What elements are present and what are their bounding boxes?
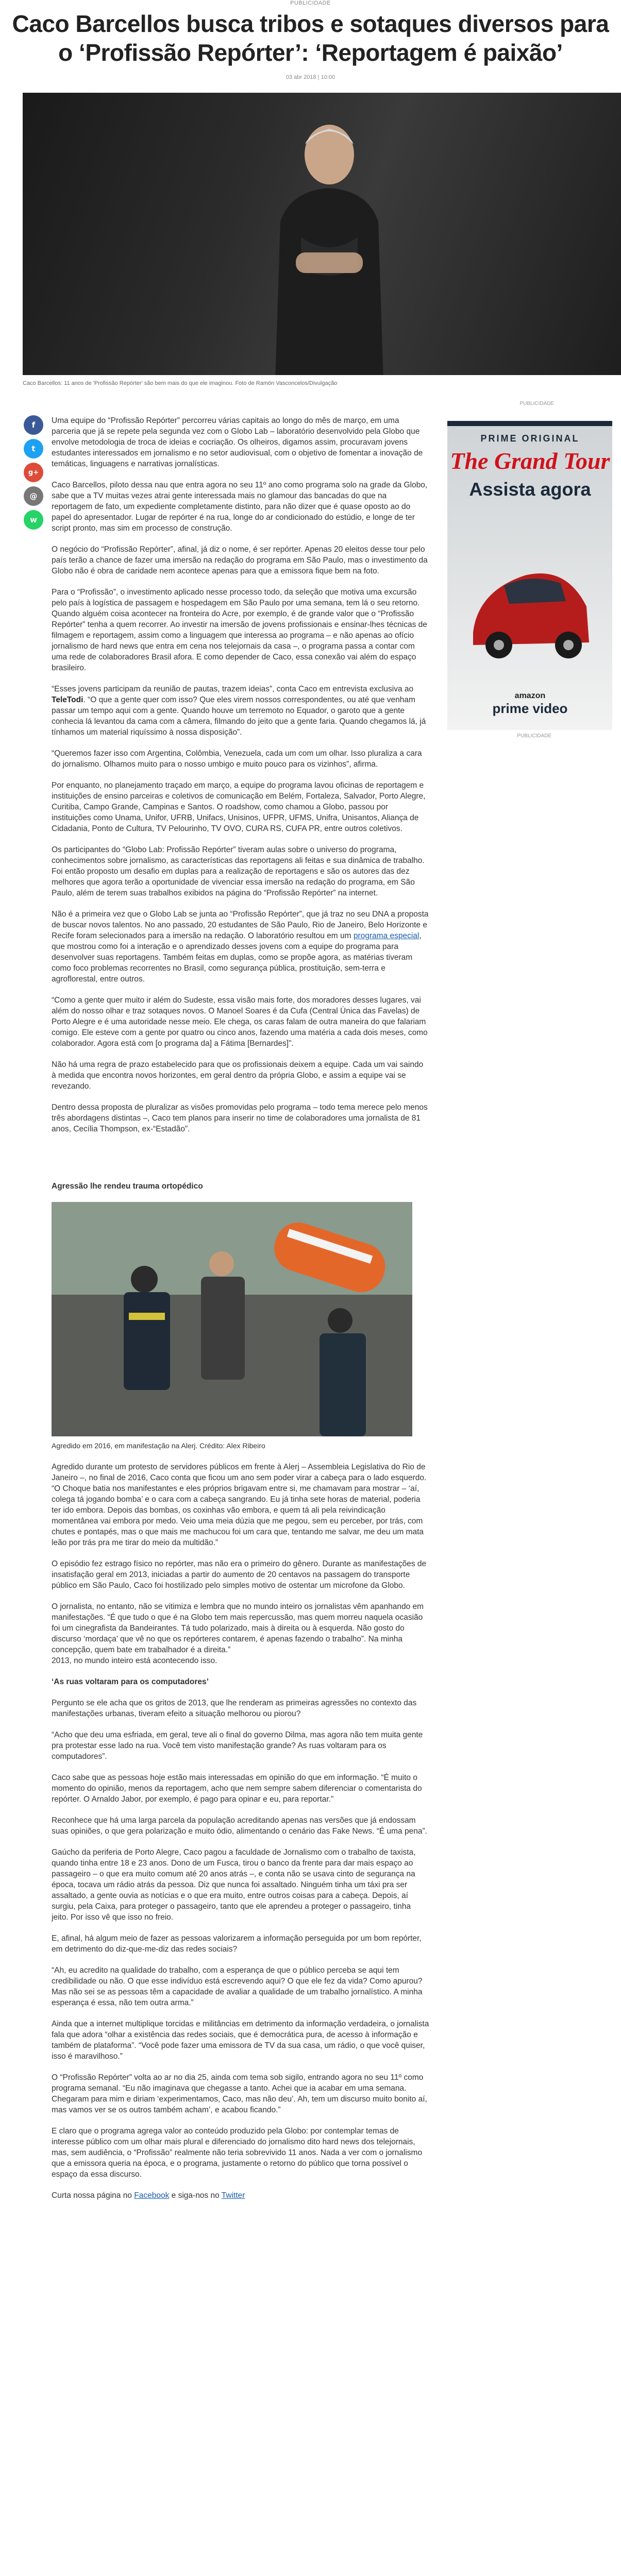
whatsapp-share-button[interactable]: w — [24, 510, 43, 530]
paragraph: Por enquanto, no planejamento traçado em março, a equipe do programa lavou oficinas de reportagem e instituições de ensino parceiras e coletivos de comunicação em Belém, Fortaleza, Salvador, Porto Alegre, Curitiba, Campo Grande, Campinas e Santos. O roadshow, como chamou a Globo, passou por instituições como Unama, Unifor, UFRB, Unifacs, Unisinos, UFPR, UFMS, Unifra, Unisantos, Aliança de Cidadania, Ponto de Cultura, TV Pelourinho, TV OVO, CURA RS, CUFA PR, entre outros coletivos. — [52, 781, 426, 833]
paragraph: Pergunto se ele acha que os gritos de 2013, que lhe renderam as primeiras agressões no contexto das manifestações urbanas, tiveram efeito a situação melhorou ou piorou? — [52, 1699, 417, 1718]
publish-date: 03 abr 2018 | 10:00 — [286, 74, 335, 80]
paragraph: Caco sabe que as pessoas hoje estão mais interessadas em opinião do que em informação. “É muito o momento do opinião, menos da reportagem, acho que nem sempre sabem diferenciar o comentarista do repórter. O Arnaldo Jabor, por exemplo, é pago para opinar e eu, para reportar.” — [52, 1773, 422, 1804]
ad-line-3: Assista agora — [469, 479, 591, 500]
ad-line-1: PRIME ORIGINAL — [480, 433, 580, 444]
paragraph: Agredido durante um protesto de servidores públicos em frente à Alerj – Assembleia Legislativa do Rio de Janeiro –, no final de 2016, Caco conta que ficou um ano sem poder virar a cabeça para o lado esquerdo. “O Choque batia nos manifestantes e eles próprios brigavam entre si, me chamavam para mostrar – ‘aí, colega tá jogando bomba’ e o cara com a cabeça sangrando. Eu já tinha sete horas de material, poderia ter ido embora. Depois das bombas, os coxinhas vão embora, e quem tá ali pela reivindicação momentânea vai embora por medo. Veio uma meia dúzia que me pegou, sem eu perceber, por trás, com chutes e pontapés, mas o que mais me machucou foi um cara que, tentando me salvar, me deu um mata leão por trás pra me tirar do meio da multidão.” — [52, 1463, 427, 1547]
ad-line-2: The Grand Tour — [450, 448, 610, 474]
paragraph: Gaúcho da periferia de Porto Alegre, Caco pagou a faculdade de Jornalismo com o trabalho de taxista, quando tinha entre 18 e 23 anos. Dono de um Fusca, tirou o banco da frente para dar mais espaço ao passageiro – o que era muito comum até 20 anos atrás –, e conta não se usava cinto de segurança na época, tocava um rádio atrás da pessoa. Diz que nunca foi assaltado. Ninguém tinha um táxi pra ser assaltado, a gente ouvia as notícias e o que era muito, entre outros coisas para a cabeça. Depois, aí surgiu, pela Caixa, para proteger o passageiro, tanto que ele aprendeu a proteger o passageiro, tinha jeito. Por isso vê que isso no freio. — [52, 1848, 416, 1922]
advertisement[interactable] — [447, 421, 612, 730]
paragraph: Ainda que a internet multiplique torcidas e militâncias em detrimento da informação verdadeira, o jornalista fala que adora “olhar a existência das redes sociais, que é democrática pura, de acesso à informação e também de plataforma”. “Você pode fazer uma emissora de TV da sua casa, um rádio, o que você quiser, isso é maravilhoso.” — [52, 2020, 429, 2061]
text: e siga-nos no — [169, 2191, 222, 2200]
paragraph: Não há uma regra de prazo estabelecido para que os profissionais deixem a equipe. Cada um vai saindo à medida que encontra novos horizontes, em geral dentro da própria Globo, e assim a equipe vai se revezando. — [52, 1060, 424, 1091]
facebook-share-button[interactable]: f — [24, 415, 43, 435]
email-share-button[interactable]: @ — [24, 486, 43, 506]
ad-brand-line-2: prime video — [492, 701, 568, 716]
text: , que mostrou como foi a interação e o aprendizado desses jovens com a equipe do programa para desenvolver suas reportagens. Também feitas em duplas, como se propõe agora, as matérias tiveram como foco problemas recorrentes no Brasil, como segurança pública, prostituição, sem-terra e agroflorestal, entre outros. — [52, 931, 422, 984]
paragraph: Os participantes do “Globo Lab: Profissão Repórter” tiveram aulas sobre o universo do programa, conhecimentos sobre jornalismo, as características das reportagens ali feitas e sua dinâmica de trabalho. Foi então proposto um desafio em duplas para a realização de reportagens e são os autores das dez melhores que agora terão a oportunidade de vivenciar essa imersão na redação do programa, em São Paulo, além de terem suas trabalhos exibidos na página do “Profissão Repórter” na internet. — [52, 845, 425, 897]
paragraph: O jornalista, no entanto, não se vitimiza e lembra que no mundo inteiro os jornalistas vêm apanhando em manifestações. “É que tudo o que é na Globo tem mais repercussão, mas quem morreu naquela ocasião foi um cinegrafista da Bandeirantes. Tá tudo polarizado, mais à direita ou à esquerda. Não gosto do discurso ‘mordaça’ que vê no que os repórteres contarem, é apenas fazendo o trabalho”. Na minha concepção, quem bate em trabalhador é a direita.” — [52, 1602, 424, 1654]
paragraph — [52, 684, 429, 738]
paragraph: Uma equipe do “Profissão Repórter” percorreu várias capitais ao longo do mês de março, em uma parceria que já se repete pela segunda vez com o Globo Lab – laboratório desenvolvido pela Globo que envolve metodologia de troca de ideias e cocriação. Os olheiros, digamos assim, procuravam jovens estudantes interessados em jornalismo e no setor audiovisual, com o objetivo de fomentar a inovação de temáticas, linguagens e narrativas jornalísticas. — [52, 416, 423, 468]
paragraph: 2013, no mundo inteiro está acontecendo isso. — [52, 1656, 217, 1665]
paragraph — [52, 909, 429, 985]
photo-caption: Agredido em 2016, em manifestação na Alerj. Crédito: Alex Ribeiro — [52, 1442, 265, 1450]
paragraph: “Como a gente quer muito ir além do Sudeste, essa visão mais forte, dos moradores desses lugares, vai além do nosso olhar e traz sotaques novos. O Manoel Soares é da Cufa (Central Única das Favelas) de Porto Alegre e é uma autoridade nesse meio. Ele chega, os caras falam de outra maneira do que falariam comigo. Ele esteve com a gente por quatro ou cinco anos, fazendo uma matéria a cada dois meses, como colaborador. Agora está com [o programa da] a Fátima [Bernardes]”. — [52, 996, 428, 1048]
paragraph: Dentro dessa proposta de pluralizar as visões promovidas pelo programa – todo tema merece pelo menos três abordagens distintas –, Caco tem planos para inserir no time de colaboradores uma jornalista de 81 anos, Cecília Thompson, ex-“Estadão”. — [52, 1103, 428, 1133]
hero-image — [23, 93, 621, 375]
twitter-share-button[interactable]: t — [24, 439, 43, 459]
text: . “O que a gente quer com isso? Que eles virem nossos correspondentes, ou até que venham passar um tempo aqui com a gente. Quando houve um terremoto no Equador, o garoto que a gente conhecia lá levantou da cama com a câmera, filmando do jeito que a gente faria. Quando chegamos lá, já tínhamos um material riquíssimo à nossa disposição”. — [52, 696, 426, 737]
text: Curta nossa página no — [52, 2191, 135, 2200]
kicker: PUBLICIDADE — [290, 0, 331, 6]
paragraph: E claro que o programa agrega valor ao conteúdo produzido pela Globo: por contemplar temas de interesse público com um olhar mais plural e diferenciado do jornalismo dito hard news dos telejornais, mas, sem audiência, o “Profissão” realmente não teria sobrevivido 11 anos. Nada a ver com o jornalismo que a emissora queria na época, e o programa, justamente o retorno do público que torna possível o espaço da essa discurso. — [52, 2127, 423, 2179]
twitter-link[interactable]: Twitter — [221, 2191, 245, 2200]
social-follow-line — [52, 2190, 429, 2201]
paragraph: E, afinal, há algum meio de fazer as pessoas valorizarem a informação perseguida por um bom repórter, em detrimento do diz-que-me-diz das redes sociais? — [52, 1934, 422, 1954]
share-bar — [0, 415, 39, 2211]
facebook-link[interactable]: Facebook — [134, 2191, 170, 2200]
paragraph: O episódio fez estrago físico no repórter, mas não era o primeiro do gênero. Durante as manifestações de insatisfação geral em 2013, iniciadas a partir do aumento de 20 centavos na passagem do transporte público em São Paulo, Caco foi hostilizado pelo simples motivo de ostentar um microfone da Globo. — [52, 1560, 427, 1590]
text: “Esses jovens participam da reunião de pautas, trazem ideias”, conta Caco em entrevista exclusiva ao — [52, 685, 414, 693]
page-title: Caco Barcellos busca tribos e sotaques diversos para o ‘Profissão Repórter’: ‘Reportagem é paixão’ — [12, 10, 609, 66]
paragraph: “Ah, eu acredito na qualidade do trabalho, com a esperança de que o público perceba se aqui tem credibilidade ou não. O que esse indivíduo está escrevendo aqui? O que ele fez da vida? Como apurou? Mas não sei se as pessoas têm a capacidade de avaliar a qualidade de um trabalho jornalístico. A minha esperança é essa, não tem outra arma.” — [52, 1966, 423, 2007]
sidebar — [447, 401, 621, 2211]
paragraph: Reconhece que há uma larga parcela da população acreditando apenas nas versões que já endossam suas opiniões, o que gera polarização e muito ódio, alimentando o cenário das Fake News. “É uma pena”. — [52, 1816, 427, 1836]
paragraph: “Acho que deu uma esfriada, em geral, teve ali o final do governo Dilma, mas agora não tem muita gente pra protestar esse lado na rua. Você tem visto manifestação grande? As ruas voltaram para os computadores”. — [52, 1731, 423, 1761]
ad-top-bar — [447, 421, 612, 426]
car-illustration — [463, 545, 597, 663]
text: Não é a primeira vez que o Globo Lab se junta ao “Profissão Repórter”, que já traz no seu DNA a proposta de buscar novos talentos. No ano passado, 20 estudantes de São Paulo, Rio de Janeiro, Belo Horizonte e Recife foram selecionados para a imersão na redação. O laboratório resultou em um — [52, 910, 429, 940]
ad-label-bottom: PUBLICIDADE — [517, 733, 552, 739]
ad-brand-line-1: amazon — [514, 691, 546, 700]
ad-label: PUBLICIDADE — [519, 401, 555, 406]
section-heading: Agressão lhe rendeu trauma ortopédico — [52, 1182, 203, 1191]
brand-name: TeleTodi — [52, 696, 83, 704]
protest-photo-illustration — [52, 1202, 412, 1436]
hero-person-illustration — [265, 113, 394, 375]
paragraph: “Queremos fazer isso com Argentina, Colômbia, Venezuela, cada um com um olhar. Isso pluraliza a cara do jornalismo. Olhamos muito para o nosso umbigo e muito pouco para os vizinhos”, afirma. — [52, 749, 422, 769]
paragraph: Para o “Profissão”, o investimento aplicado nesse processo todo, da seleção que motiva uma excursão pelo país à logística de passagem e hospedagem em São Paulo por uma semana, tem lá o seu retorno. Quando alguém coisa acontecer na fronteira do Acre, por exemplo, é de grande valor que o “Profissão Repórter” tenha a quem recorrer. Ao investir na imersão de jovens profissionais e ensinar-lhes técnicas de filmagem e reportagem, assim como a linguagem que interessa ao programa – e não apenas ao ofício jornalismo de hard news que entra em cena nos telejornais da casa –, o programa passa a contar com uma rede de colaboradores Brasil afora. E como depender de Caco, essa conexão vai além do espaço brasileiro. — [52, 588, 427, 672]
paragraph: Caco Barcellos, piloto dessa nau que entra agora no seu 11º ano como programa solo na grade da Globo, sabe que a TV muitas vezes atrai gente interessada mais no glamour das bancadas do que na reportagem de fato, um expediente completamente distinto, para não dizer que é quase oposto ao do papel do apresentador. Lugar de repórter é na rua, longe do ar condicionado do estúdio, e longe de ter script pronto, mas sim em processo de construção. — [52, 481, 428, 533]
section-heading: ‘As ruas voltaram para os computadores’ — [52, 1677, 209, 1686]
article-body — [52, 415, 429, 2211]
programa-especial-link[interactable]: programa especial — [353, 931, 419, 940]
hero-caption: Caco Barcellos: 11 anos de 'Profissão Repórter' são bem mais do que ele imaginou. Foto de Ramón Vasconcelos/Divulgação — [23, 380, 338, 386]
protest-photo — [52, 1202, 412, 1436]
ad-brand — [447, 691, 612, 717]
paragraph: O “Profissão Repórter” volta ao ar no dia 25, ainda com tema sob sigilo, entrando agora no seu 11º como programa semanal. “Eu não imaginava que chegasse a tanto. Achei que ia acabar em uma semana. Chegaram para mim e diriam ‘experimentamos, Caco, mas não deu’. Ah, tem um discurso muito bonito aí, mas vamos ver se os outros também acham’, e acabou ficando.” — [52, 2073, 427, 2114]
paragraph: O negócio do “Profissão Repórter”, afinal, já diz o nome, é ser repórter. Apenas 20 eleitos desse tour pelo país terão a chance de fazer uma imersão na redação do programa em São Paulo, mas o investimento da Globo não é obra de caridade nem acontece apenas para que a emissora fique bem na foto. — [52, 545, 428, 575]
google-plus-share-button[interactable]: g+ — [24, 463, 43, 482]
